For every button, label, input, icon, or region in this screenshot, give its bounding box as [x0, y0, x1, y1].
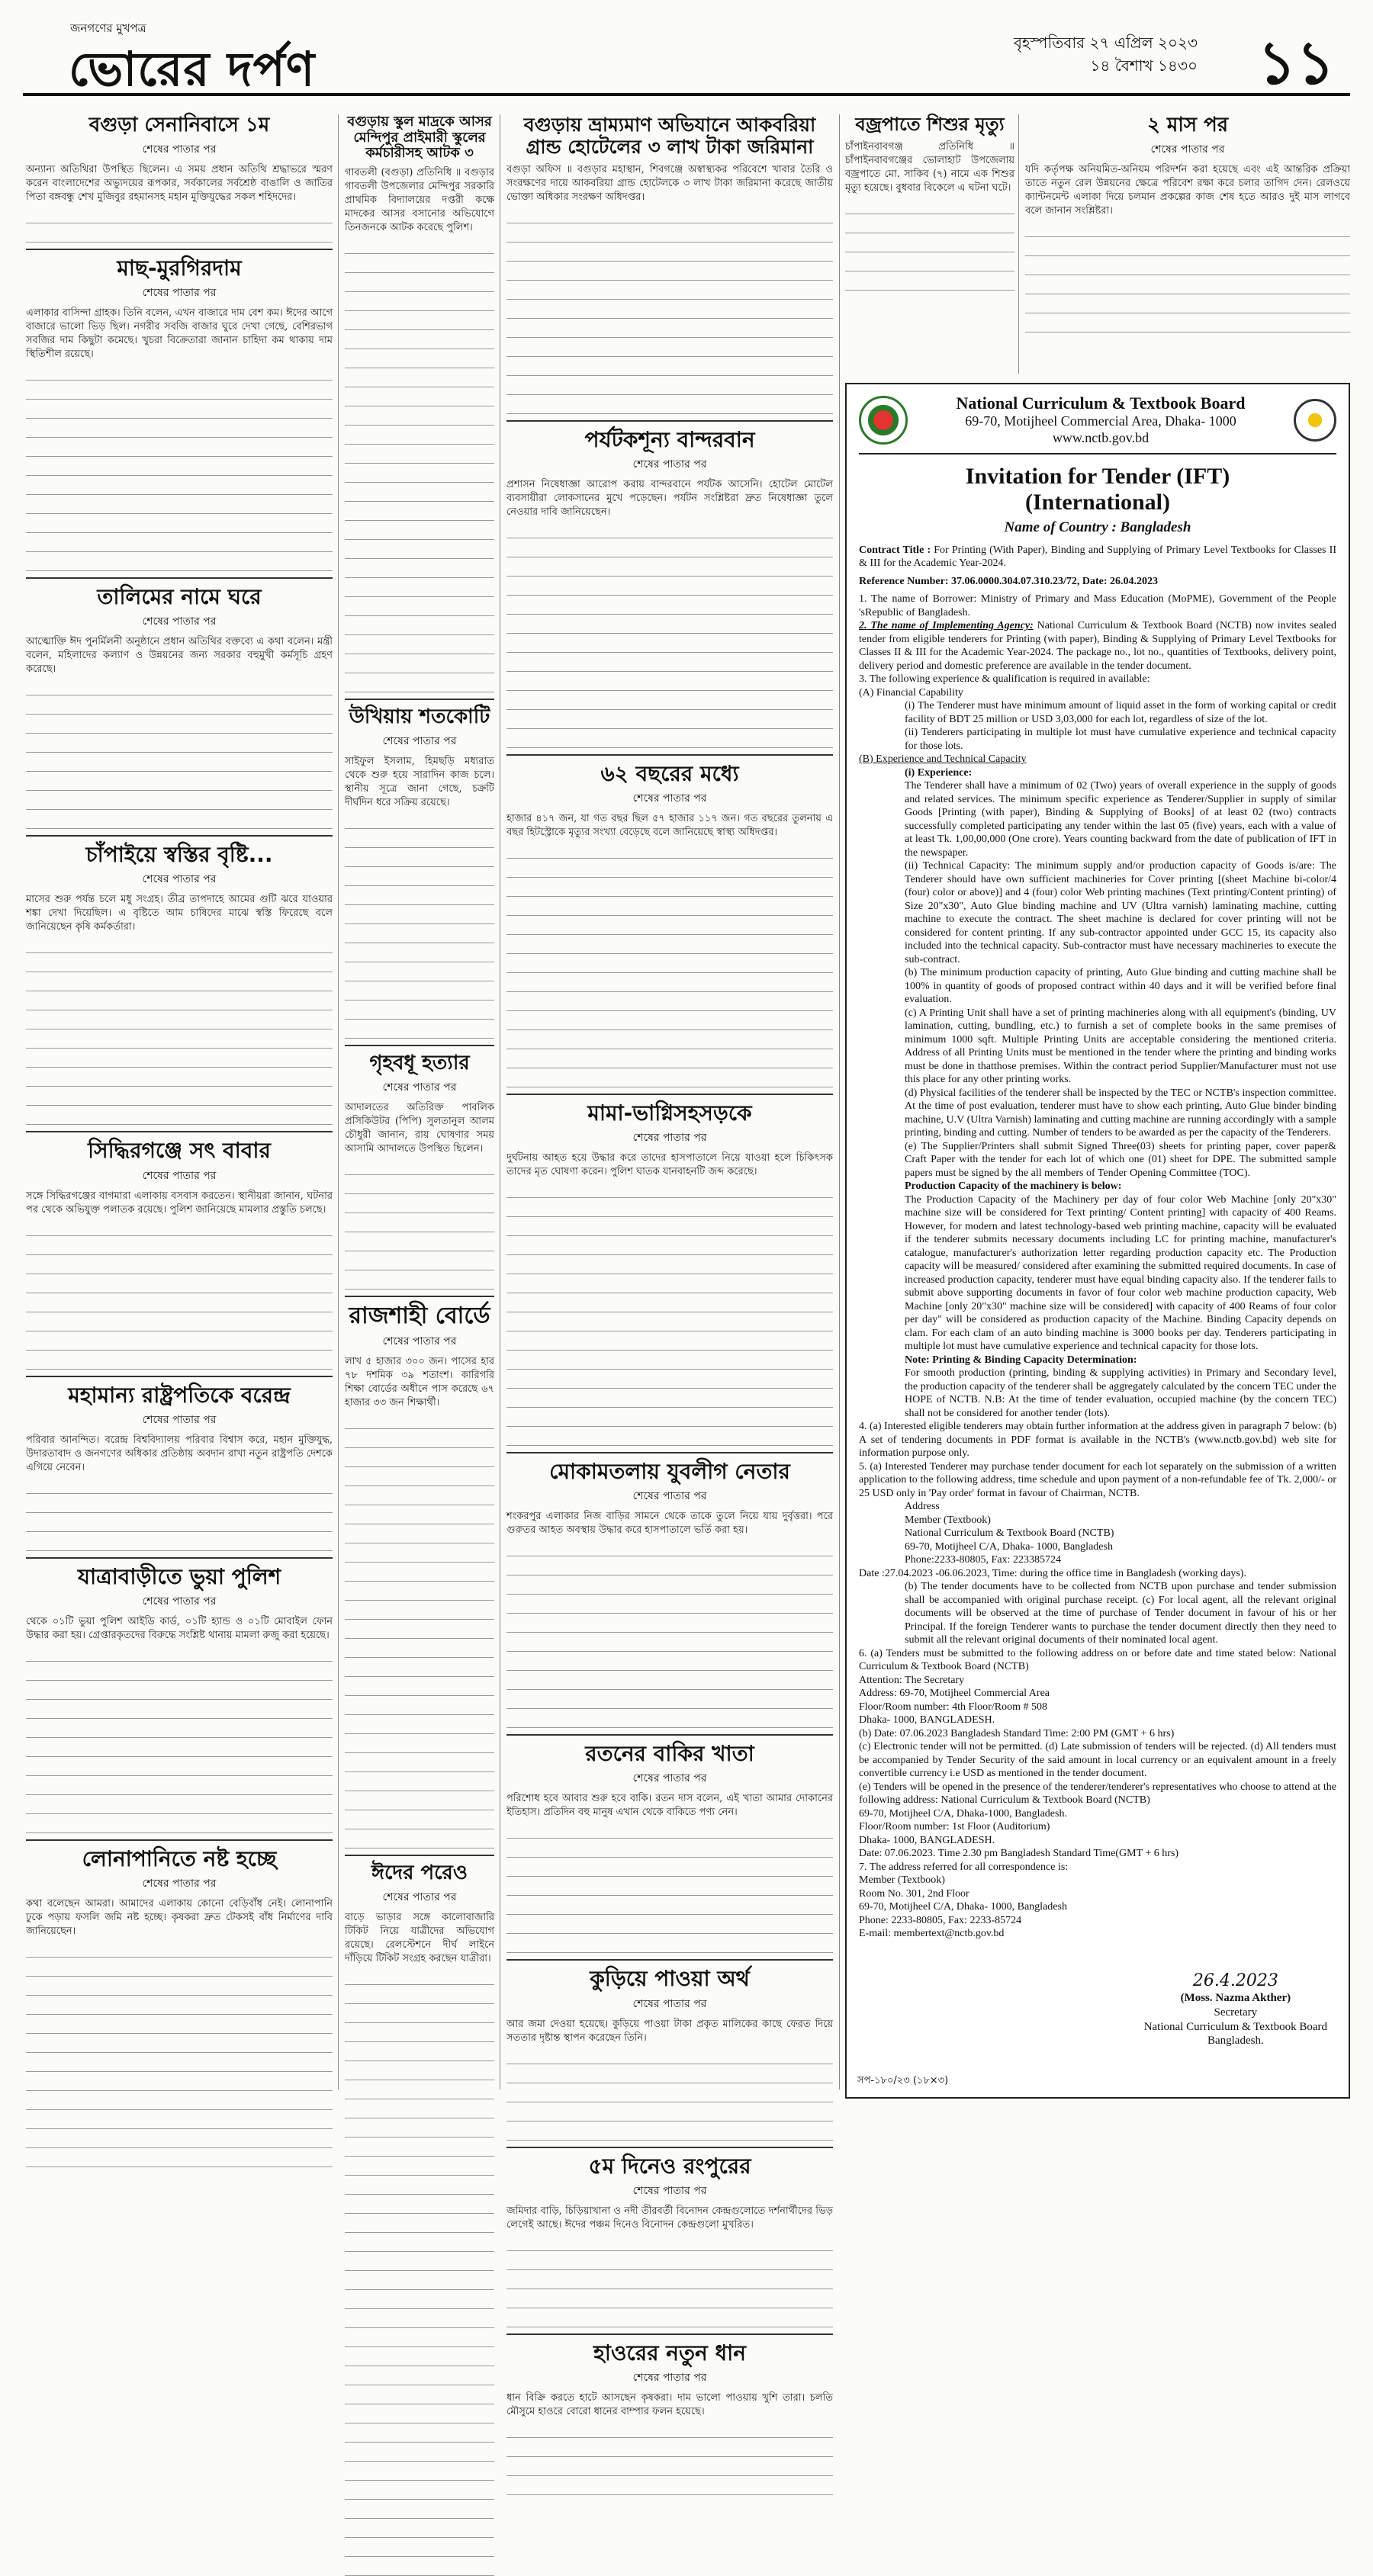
story	[345, 114, 494, 692]
story-headline: লোনাপানিতে নষ্ট হচ্ছে	[82, 1846, 277, 1872]
story-headline: মহামান্য রাষ্ট্রপতিকে বরেন্দ্র	[68, 1382, 291, 1408]
handwritten-signature: 26.4.2023	[1192, 1971, 1278, 1990]
story-headline: সিদ্ধিরগঞ্জে সৎ বাবার	[88, 1138, 271, 1164]
column-1	[26, 114, 333, 2089]
story-headline: মাছ-মুরগিরদাম	[117, 255, 242, 281]
story	[345, 706, 494, 1039]
story	[1025, 114, 1350, 332]
board-address: 69-70, Motijheel Commercial Area, Dhaka- 1000	[965, 413, 1236, 429]
column-5	[1025, 114, 1350, 374]
story	[345, 1052, 494, 1290]
production-text: The Production Capacity of the Machinery per day of four color Web Machine [only 20"x30" machine size will be considered for Text printing/ Content printing] with capacity of 400 Reams. However, for modern and latest technology-based web printing machine, capacity will be evaluated if the tenderer submits necessary documents including LC for printing machine, manufacturer's catalogue, manufacturer's authorization letter regarding production capacity etc. The Production capacity will be measured/ considered after examining the submitted required documents. In case of increased production capacity, tenderer must have equal binding capacity also. If the tenderer fails to submit above supporting documents in favor of four color web machine production capacity, Web Machine [only 20"x30" machine size will be considered] with capacity of 400 Reams of four color per day" will be considered as production capacity of the Machine. Binding Capacity depends on clam. For each clam of an auto binding machine is 3000 books per day. Tenderers participating in multiple lot must have cumulative experience and technical capacity for those lots.	[905, 1193, 1336, 1353]
story-headline: বজ্রপাতে শিশুর মৃত্যু	[855, 114, 1005, 135]
story-text: পরিশোধ হবে আবার শুরু হবে বাকি। রতন দাস বলেন, এই খাতা আমার দোকানের ইতিহাস। প্রতিদিন বহু মানুষ এখান থেকে বাকিতে পণ্য নেন।	[506, 1793, 833, 1819]
tender-title-line: (International)	[1025, 490, 1170, 516]
item-6e: (e) Tenders will be opened in the presence of the tenderer/tenderer's representatives who choose to attend at the following address: National Curriculum & Textbook Board (NCTB) 69-70, Motijheel C/A, Dhaka-1000, Bangladesh. Floor/Room number: 1st Floor (Auditorium) Dhaka- 1000, BANGLADESH. Date: 07.06.2023. Time 2.30 pm Bangladesh Standard Time(GMT + 6 hrs)	[859, 1781, 1336, 1860]
continued-label: শেষের পাতার পর	[142, 1877, 217, 1890]
continued-label: শেষের পাতার পর	[632, 2184, 707, 2197]
tender-notice	[845, 383, 1350, 2099]
story-headline: চাঁপাইয়ে স্বস্তির বৃষ্টি...	[85, 842, 273, 868]
story-headline: তালিমের নামে ঘরে	[97, 584, 262, 610]
section-b-ii: (ii) Technical Capacity: The minimum supply and/or production capacity of Goods is/are: The Tenderer should have own sufficient machineries for Cover printing [(sheet Machine bi-color/4 (four) color or above)] and 4 (four) color Web printing machines (Text printing/Content printing) of Size 20"x30", Auto Glue binding machine and UV (Ultra varnish) laminating machine, cutting machine to execute the contract. The sheet machine is declared for cover printing will not be considered for content printing. If any sub-contractor appointed under GCC 15, its capacity also included into the technical capacity. Sub-contractor must have necessary machineries to execute the sub-contract.	[905, 860, 1336, 965]
contract-title	[859, 544, 1336, 570]
board-info	[957, 393, 1246, 447]
story-text: সাইফুল ইসলাম, হিমছড়ি মধ্যরাত থেকে শুরু হয়ে সারাদিন কাজ চলে। স্থানীয় সূত্রে জানা গেছে, চক্রটি দীর্ঘদিন ধরে সক্রিয় রয়েছে।	[345, 755, 494, 808]
story-headline: যাত্রাবাড়ীতে ভুয়া পুলিশ	[77, 1563, 281, 1589]
story	[345, 1862, 494, 2576]
continued-label: শেষের পাতার পর	[142, 1595, 217, 1608]
story	[26, 1847, 333, 2167]
story-text: বাড়ে ভাড়ার সঙ্গে কালোবাজারি টিকিট নিয়ে যাত্রীদের অভিযোগ রয়েছে। রেলস্টেশনে দীর্ঘ লাইনে দাঁড়িয়ে টিকিট সংগ্রহ করছেন যাত্রীরা।	[345, 1912, 494, 1965]
story	[845, 114, 1014, 291]
tender-title	[859, 464, 1336, 516]
purchase-date: Date :27.04.2023 -06.06.2023, Time: during the office time in Bangladesh (working days).	[859, 1567, 1246, 1579]
story-headline: বগুড়ায় স্কুল মাদ্রকে আসর মেন্দিপুর প্রাইমারী স্কুলের কর্মচারীসহ আটক ৩	[347, 114, 492, 162]
story	[26, 256, 333, 571]
story	[506, 762, 833, 1087]
masthead	[23, 11, 1350, 96]
column-4	[845, 114, 1014, 374]
section-b-d: (d) Physical facilities of the tenderer shall be inspected by the TEC or NCTB's inspection committee. At the time of post evaluation, tenderer must have to show each printing, Auto Glue binder binding machine, U.V (Ultra Varnish) laminating and cutting machine are running accordingly with a sample printing, binding and cutting. Number of tenders to be awarded as per the capacity of the Tenderers.	[905, 1087, 1337, 1139]
continued-label: শেষের পাতার পর	[142, 287, 217, 300]
section-a-head: (A) Financial Capability	[859, 686, 963, 699]
item-2	[859, 619, 1336, 673]
signer-name: (Moss. Nazma Akther)	[1180, 1992, 1291, 2004]
story-headline: মোকামতলায় যুবলীগ নেতার	[549, 1459, 790, 1485]
story	[26, 1383, 333, 1551]
item-4: 4. (a) Interested eligible tenderers may obtain further information at the address given in paragraph 7 below: (b) A set of tendering documents in PDF format is available in the NCTB's (www.nctb.gov.bd) web site for information purpose only.	[859, 1421, 1336, 1460]
section-b-head: (B) Experience and Technical Capacity	[859, 753, 1027, 766]
continued-label: শেষের পাতার পর	[632, 1490, 707, 1503]
story-text: সঙ্গে সিদ্ধিরগঞ্জের বাগমারা এলাকায় বসবাস করতেন। স্থানীয়রা জানান, ঘটনার পর থেকে অভিযুক্ত পলাতক রয়েছে। পুলিশ জানিয়েছে মামলার প্রস্তুতি চলছে।	[26, 1190, 333, 1216]
item-3: 3. The following experience & qualification is required in available:	[859, 673, 1150, 686]
continued-label: শেষের পাতার পর	[142, 1169, 217, 1182]
column-rule	[839, 114, 840, 2089]
story-headline: বগুড়া সেনানিবাসে ১ম	[88, 114, 270, 137]
continued-label: শেষের পাতার পর	[632, 2372, 707, 2384]
continued-label: শেষের পাতার পর	[632, 458, 707, 471]
section-a-ii: (ii) Tenderers participating in multiple lot must have cumulative experience and technical capacity for those lots.	[905, 727, 1336, 752]
nctb-logo-icon	[1294, 399, 1336, 442]
story	[506, 2341, 833, 2495]
story-text: মাসের শুরু পর্যন্ত চলে মধু সংগ্রহ। তীব্র তাপদাহে আমের গুটি ঝরে যাওয়ার শঙ্কা দেখা দিয়েছিল। এ বৃষ্টিতে আম চাষিদের মাঝে স্বস্তি ফিরেছে বলে জানিয়েছেন কৃষি কর্মকর্তারা।	[26, 894, 333, 933]
story	[506, 114, 833, 414]
date-line-bengali: ১৪ বৈশাখ ১৪৩০	[1090, 56, 1198, 75]
story	[26, 1139, 333, 1369]
continued-label: শেষের পাতার পর	[382, 1891, 457, 1904]
board-name: National Curriculum & Textbook Board	[956, 393, 1246, 413]
story	[506, 1460, 833, 1728]
continued-label: শেষের পাতার পর	[142, 1413, 217, 1426]
story	[506, 2154, 833, 2327]
section-b-c: (c) A Printing Unit shall have a set of printing machineries along with all equipment's (binding, UV lamination, cutting, bundling, etc.) to furnish a set of complete books in the same premises of minimum 1000 sqft. Multiple Printing Units are acceptable considering the mentioned criteria. Address of all Printing Units must be mentioned in the tender where the printing and binding works must be done in thatthose premises. Within the contract period Supplier/Manufacturer must not use this place for any other printing works.	[905, 1007, 1336, 1086]
story-headline: মামা-ভাগ্নিসহসড়কে	[587, 1100, 752, 1126]
submission-date: (b) Date: 07.06.2023 Bangladesh Standard Time: 2:00 PM (GMT + 6 hrs)	[859, 1727, 1175, 1739]
continued-label: শেষের পাতার পর	[1150, 143, 1225, 156]
item-2-label: 2. The name of Implementing Agency:	[859, 620, 1034, 632]
reference-number: Reference Number: 37.06.0000.304.07.310.23/72, Date: 26.04.2023	[859, 575, 1159, 587]
signature-block	[1144, 1971, 1327, 2049]
story	[506, 428, 833, 748]
continued-label: শেষের পাতার পর	[382, 1335, 457, 1348]
story-text: বগুড়া অফিস ॥ বগুড়ার মহাস্থান, শিবগঞ্জে অস্বাস্থ্যকর পরিবেশে খাবার তৈরি ও সংরক্ষণের দায়ে আকবরিয়া গ্রান্ড হোটেলকে ৩ লাখ টাকা জরিমানা করেছে জাতীয় ভোক্তা অধিকার সংরক্ষণ অধিদপ্তর।	[506, 163, 833, 203]
item-1: 1. The name of Borrower: Ministry of Primary and Mass Education (MoPME), Government of the People 'sRepublic of Bangladesh.	[859, 593, 1336, 618]
continued-label: শেষের পাতার পর	[632, 1772, 707, 1785]
story-headline: ৫ম দিনেও রংপুরের	[588, 2153, 751, 2179]
story-text: যদি কর্তৃপক্ষ অনিয়মিত-অনিয়ম পরিদর্শন করা হয়েছে এবং এই আন্তরিক প্রক্রিয়া তাতে নতুন রেল উন্নয়নের ক্ষেত্রে পরিবেশ রক্ষা করে চলার তাগিদ দেন। রেলওয়ে ক্যান্টনমেন্ট এলাকা দিয়ে চলমান প্রকল্পের কাজ শেষ হতে আরও দুই মাস লাগবে বলে জানান সংশ্লিষ্টরা।	[1025, 163, 1350, 217]
item-2-text: National Curriculum & Textbook Board (NCTB) now invites sealed tender from eligible tenderers for Printing (with paper), Binding & Supplying of Primary Level Textbooks for Classes II & III for the Academic Year-2024. The package no., lot no., quantities of Textbooks, delivery point, delivery period and domestic preference are available in the tender document.	[859, 620, 1336, 672]
story	[26, 1565, 333, 1833]
section-b-b: (b) The minimum production capacity of printing, Auto Glue binding and cutting machine shall be 100% in quantity of goods of proposed contract within 40 days and it will be verified before final evaluation.	[905, 967, 1336, 1006]
tender-title-line: Invitation for Tender (IFT)	[965, 463, 1230, 489]
tagline: জনগণের মুখপত্র	[70, 21, 146, 35]
tender-country: Name of Country : Bangladesh	[1004, 519, 1191, 535]
story-text: গাবতলী (বগুড়া) প্রতিনিধি ॥ বগুড়ার গাবতলী উপজেলার মেন্দিপুর সরকারি প্রাথমিক বিদ্যালয়ের দপ্তরী কক্ষে মাদকের আসর বসানোর অভিযোগে তিনজনকে আটক করেছে পুলিশ।	[345, 167, 494, 234]
story-text: অন্যান্য অতিথিরা উপস্থিত ছিলেন। এ সময় প্রধান অতিথি শ্রদ্ধাভরে স্মরণ করেন বাংলাদেশের অভ্যুদয়ের রূপকার, সর্বকালের সর্বশ্রেষ্ঠ বাঙালি ও জাতির পিতা বঙ্গবন্ধু শেখ মুজিবুর রহমানসহ মহান মুক্তিযুদ্ধের সকল শহিদদের।	[26, 163, 333, 203]
story-headline: পর্যটকশূন্য বান্দরবান	[584, 426, 755, 452]
story	[26, 843, 333, 1125]
story-text: এলাকার বাসিন্দা গ্রাহক। তিনি বলেন, এখন বাজারে দাম বেশ কম। ঈদের আগে বাজারে ভালো ভিড় ছিল। নগরীর সবজি বাজার ঘুরে দেখা গেছে, বেশিরভাগ সবজির দাম কিছুটা কমেছে। খুচরা বিক্রেতারা জানান চাহিদা কম থাকায় দাম স্থিতিশীল রয়েছে।	[26, 307, 333, 361]
section-b-i-head: (i) Experience:	[905, 766, 973, 779]
story-text: আর জমা দেওয়া হয়েছে। কুড়িয়ে পাওয়া টাকা প্রকৃত মালিকের কাছে ফেরত দিয়ে সততার দৃষ্টান্ত স্থাপন করেছেন তিনি।	[506, 2018, 833, 2044]
story-text: আদালতের অতিরিক্ত পাবলিক প্রসিকিউটর (পিপি) সুলতানুল আলম চৌধুরী জানান, রায় ঘোষণার সময় আসামি আদালতে উপস্থিত ছিলেন।	[345, 1101, 494, 1155]
continued-label: শেষের পাতার পর	[382, 734, 457, 747]
contract-text: For Printing (With Paper), Binding and Supplying of Primary Level Textbooks for Classes II & III for the Academic Year-2024.	[859, 544, 1336, 570]
story	[26, 114, 333, 243]
story	[506, 1101, 833, 1446]
date-line: বৃহস্পতিবার ২৭ এপ্রিল ২০২৩	[1013, 34, 1198, 52]
story-text: হাজার ৪১৭ জন, যা গত বছর ছিল ৫৭ হাজার ১১৭ জন। গত বছরের তুলনায় এ বছর হিটস্ট্রোকে মৃত্যুর সংখ্যা বেড়েছে বলে জানিয়েছে স্বাস্থ্য অধিদপ্তর।	[506, 812, 833, 838]
page-number: ১১	[1257, 29, 1335, 98]
continued-label: শেষের পাতার পর	[632, 1997, 707, 2010]
story-text: লাখ ৫ হাজার ৩০০ জন। পাসের হার ৭৮ দশমিক ৩৯ শতাংশ। কারিগরি শিক্ষা বোর্ডের অধীনে পাস করেছে ৬৭ হাজার ৩৩ জন শিক্ষার্থী।	[345, 1356, 494, 1409]
story-headline: বগুড়ায় ভ্রাম্যমাণ অভিযানে আকবরিয়া গ্রান্ড হোটেলের ৩ লাখ টাকা জরিমানা	[523, 114, 816, 158]
story-headline: ৬২ বছরের মধ্যে	[600, 760, 739, 786]
story-text: চাঁপাইনবাবগঞ্জ প্রতিনিধি ॥ চাঁপাইনবাবগঞ্জের ভোলাহাট উপজেলায় বজ্রপাতে মো. সাকিব (৭) নামে এক শিশুর মৃত্যু হয়েছে। বুধবার বিকেলে এ ঘটনা ঘটে।	[845, 140, 1014, 194]
item-7: 7. The address referred for all correspondence is: Member (Textbook) Room No. 301, 2nd Floor 69-70, Motijheel C/A, Dhaka- 1000, Bangladesh Phone: 2233-80805, Fax: 2233-85724 E-mail: membertext@nctb.gov.bd	[859, 1861, 1069, 1940]
note-head: Note: Printing & Binding Capacity Determination:	[905, 1354, 1137, 1366]
signer-org: National Curriculum & Textbook Board Bangladesh.	[1143, 2020, 1327, 2048]
column-2	[345, 114, 494, 2089]
section-a-i: (i) The Tenderer must have minimum amount of liquid asset in the form of working capital or credit facility of BDT 25 million or USD 3,03,000 for each lot, regardless of size of the lot.	[905, 700, 1336, 725]
story-text: ধান বিক্রি করতে হাটে আসছেন কৃষকরা। দাম ভালো পাওয়ায় খুশি তারা। চলতি মৌসুমে হাওরে বোরো ধানের বাম্পার ফলন হয়েছে।	[506, 2392, 833, 2417]
story	[345, 1303, 494, 1849]
signer-title: Secretary	[1214, 2006, 1258, 2019]
purchase-address: Address Member (Textbook) National Curriculum & Textbook Board (NCTB) 69-70, Motijheel C/A, Dhaka- 1000, Bangladesh Phone:2233-80805, Fax: 223385724	[905, 1501, 1114, 1566]
story	[26, 585, 333, 829]
story-headline: কুড়িয়ে পাওয়া অর্থ	[590, 1966, 750, 1992]
story-headline: ২ মাস পর	[1146, 114, 1229, 137]
item-5b: (b) The tender documents have to be collected from NCTB upon purchase and tender submission shall be accompanied with original purchase receipt. (c) For local agent, all the relevant original documents will be observed at the time of purchase of Tender document in favour of his or her Principal. If the foreign Tenderer wants to purchase the tender document directly then they need to submit all the relevant original documents of their nominated local agent.	[905, 1581, 1336, 1646]
story	[506, 1742, 833, 1953]
item-5: 5. (a) Interested Tenderer may purchase tender document for each lot separately on the submission of a written application to the following address, time schedule and upon payment of a non-refundable fee of Tk. 2,000/- or 25 USD only in 'Pay order' format in favour of Chairman, NCTB.	[859, 1460, 1336, 1499]
continued-label: শেষের পাতার পর	[632, 792, 707, 805]
continued-label: শেষের পাতার পর	[142, 873, 217, 886]
continued-label: শেষের পাতার পর	[382, 1081, 457, 1094]
column-3	[506, 114, 833, 2417]
story-text: থেকে ০১টি ভুয়া পুলিশ আইডি কার্ড, ০১টি হ্যান্ড ও ০১টি মোবাইল ফোন উদ্ধার করা হয়। গ্রেপ্তারকৃতদের বিরুদ্ধে সংশ্লিষ্ট থানায় মামলা রুজু করা হয়েছে।	[26, 1616, 333, 1642]
story-headline: উখিয়ায় শতকোটি	[349, 705, 490, 729]
item-6: 6. (a) Tenders must be submitted to the following address on or before date and time stated below: National Curriculum & Textbook Board (NCTB) Attention: The Secretary Address: 69-70, Motijheel Commercial Area Floor/Room number: 4th Floor/Room # 508 Dhaka- 1000, BANGLADESH.	[859, 1647, 1336, 1726]
story-headline: রতনের বাকির খাতা	[585, 1741, 754, 1767]
continued-label: শেষের পাতার পর	[142, 615, 217, 628]
item-6c: (c) Electronic tender will not be permitted. (d) Late submission of tenders will be rejected. (d) All tenders must be accompanied by Tender Security of the said amount in local currency or an equivalent amount in a freely convertible currency i.e USD as mentioned in the tender document.	[859, 1741, 1336, 1780]
story-text: শংকরপুর এলাকার নিজ বাড়ির সামনে থেকে তাকে তুলে নিয়ে যায় দুর্বৃত্তরা। পরে গুরুতর আহত অবস্থায় উদ্ধার করে হাসপাতালে ভর্তি করা হয়।	[506, 1511, 833, 1537]
board-website: www.nctb.gov.bd	[1052, 429, 1150, 445]
production-head: Production Capacity of the machinery is below:	[905, 1180, 1122, 1193]
story-headline: গৃহবধূ হত্যার	[369, 1051, 470, 1074]
story-text: দুর্ঘটনায় আহত হয়ে উদ্ধার করে তাদের হাসপাতালে নিয়ে যাওয়া হলে চিকিৎসক তাদের মৃত ঘোষণা করেন। পুলিশ ঘাতক যানবাহনটি জব্দ করেছে।	[506, 1152, 833, 1178]
story-headline: ঈদের পরেও	[371, 1861, 468, 1885]
note-text: For smooth production (printing, binding & supplying activities) in Primary and Secondary level, the production capacity of the tenderer shall be aggregately calculated by the concern TEC under the HOPE of NCTB. N.B: At the time of tender evaluation, occupied machine (by the concern TEC) shall not be considered for another tender (lots).	[905, 1367, 1336, 1419]
newspaper-logo: ভোরের দর্পণ	[69, 41, 316, 97]
bangladesh-seal-icon	[859, 396, 908, 445]
continued-label: শেষের পাতার পর	[142, 143, 217, 156]
section-b-i: The Tenderer shall have a minimum of 02 (Two) years of overall experience in the supply of goods and related services. The minimum specific experience as Tenderer/Supplier in supply of similar Goods [Printing (with paper), Binding & Supplying of Books] of at least 02 (two) contracts successfully completed participating any tender within the last 05 (five) years, each with a value of at least Tk. 1,00,00,000 (One crore). Years counting backward from the date of publication of IFT in the newspaper.	[905, 780, 1336, 859]
story-headline: রাজশাহী বোর্ডে	[349, 1302, 490, 1329]
continued-label: শেষের পাতার পর	[632, 1132, 707, 1145]
memo-number: সপ-১৮০/২৩ (১৮×৩)	[857, 2075, 949, 2086]
story-text: জমিদার বাড়ি, চিড়িয়াখানা ও নদী তীরবর্তী বিনোদন কেন্দ্রগুলোতে দর্শনার্থীদের ভিড় লেগেই আছে। ঈদের পঞ্চম দিনেও বিনোদন কেন্দ্রগুলো মুখরিত।	[506, 2205, 833, 2231]
story-text: আত্মোক্তি ঈদ পুনর্মিলনী অনুষ্ঠানে প্রধান অতিথির বক্তব্যে এ কথা বলেন। মন্ত্রী বলেন, মহিলাদের কল্যাণ ও উন্নয়নের জন্য সরকার বহুমুখী কর্মসূচি গ্রহণ করেছে।	[26, 636, 333, 676]
story	[506, 1967, 833, 2140]
story-text: কথা বলেছেন আমরা। আমাদের এলাকায় কোনো বেড়িবাঁধ নেই। লোনাপানি ঢুকে পড়ায় ফসলি জমি নষ্ট হচ্ছে। কৃষকরা দ্রুত টেকসই বাঁধ নির্মাণের দাবি জানিয়েছেন।	[26, 1898, 333, 1938]
story-headline: হাওরের নতুন ধান	[593, 2340, 746, 2366]
tender-header	[859, 393, 1336, 454]
column-rule	[1018, 114, 1019, 374]
contract-label: Contract Title :	[859, 544, 931, 556]
column-rule	[338, 114, 339, 2089]
section-b-e: (e) The Supplier/Printers shall submit Signed Three(03) sheets for printing paper, cover paper& Craft Paper with the tender for each lot of which one (01) sheet for DPE. The submitted sample papers must be signed by the all members of Tender Opening Committee (TOC).	[905, 1140, 1336, 1179]
story-text: পরিবার আনন্দিত। বরেন্দ্র বিশ্ববিদ্যালয় পরিবার বিশ্বাস করে, মহান মুক্তিযুদ্ধ, উদারতাবাদ ও জনগণের অধিকার প্রতিষ্ঠায় অবদান রাখা নতুন রাষ্ট্রপতি দেশকে এগিয়ে নেবেন।	[26, 1434, 333, 1473]
story-text: প্রশাসন নিষেধাজ্ঞা আরোপ করায় বান্দরবানে পর্যটক আসেনি। হোটেল মোটেল ব্যবসায়ীরা লোকসানের মুখে পড়েছেন। পর্যটন সংশ্লিষ্টরা দ্রুত নিষেধাজ্ঞা তুলে নেওয়ার দাবি জানিয়েছেন।	[506, 478, 833, 518]
